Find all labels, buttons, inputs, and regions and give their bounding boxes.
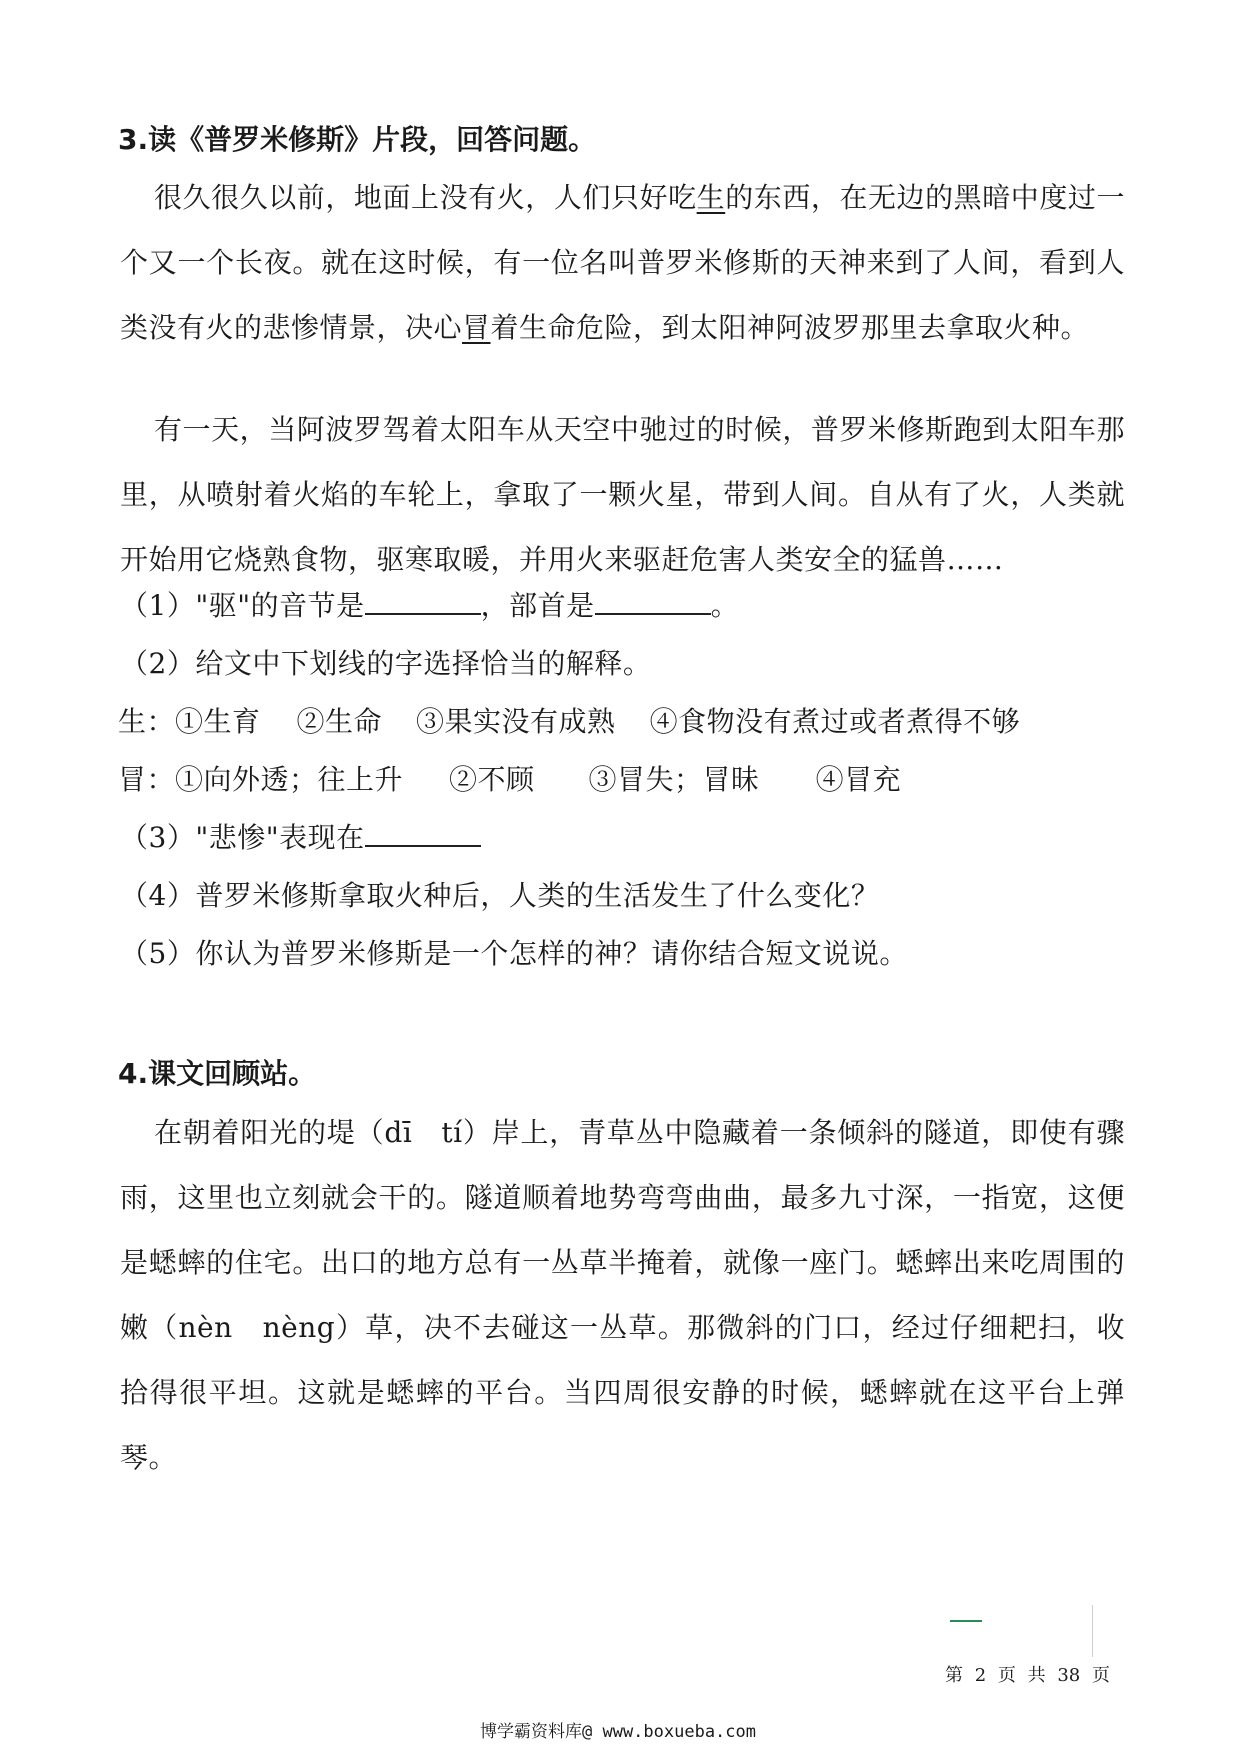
question-4-title: 4.课文回顾站。 bbox=[118, 1057, 317, 1090]
site-watermark: 博学霸资料库@ www.boxueba.com bbox=[480, 1722, 756, 1742]
mao-option-1: ①向外透；往上升 bbox=[175, 763, 404, 796]
mao-option-3: ③冒失；冒昧 bbox=[588, 763, 760, 796]
sheng-options: 生：①生育 ②生命 ③果实没有成熟 ④食物没有煮过或者煮得不够 bbox=[118, 700, 1020, 740]
sub-question-3: （3）"悲惨"表现在 bbox=[120, 816, 481, 856]
sub-question-5: （5）你认为普罗米修斯是一个怎样的神？请你结合短文说说。 bbox=[120, 937, 908, 970]
passage-paragraph-3: 在朝着阳光的堤（dī tí）岸上，青草丛中隐藏着一条倾斜的隧道，即使有骤雨，这里也立刻就会干的。隧道顺着地势弯弯曲曲，最多九寸深，一指宽，这便是蟋蟀的住宅。出口的地方总有一丛草半掩着，就像一座门。蟋蟀出来吃周围的嫩（nèn nèng）草，决不去碰这一丛草。那微斜的门口，经过仔细耙扫，收拾得很平坦。这就是蟋蟀的平台。当四周很安静的时候，蟋蟀就在这平台上弹琴。 bbox=[120, 1116, 1125, 1474]
page-number: 第 2 页 共 38 页 bbox=[945, 1665, 1110, 1686]
sheng-option-3: ③果实没有成熟 bbox=[416, 705, 616, 738]
question-3-title: 3.读《普罗米修斯》片段，回答问题。 bbox=[118, 123, 597, 156]
underlined-char-sheng: 生 bbox=[696, 181, 726, 214]
sub-question-4: （4）普罗米修斯拿取火种后，人类的生活发生了什么变化？ bbox=[120, 879, 880, 912]
passage-paragraph-1: 很久很久以前，地面上没有火，人们只好吃生的东西，在无边的黑暗中度过一个又一个长夜。就在这时候，有一位名叫普罗米修斯的天神来到了人间，看到人类没有火的悲惨情景，决心冒着生命危险，到太阳神阿波罗那里去拿取火种。 bbox=[120, 181, 1125, 344]
sheng-option-4: ④食物没有煮过或者煮得不够 bbox=[649, 705, 1021, 738]
answer-blank[interactable] bbox=[365, 819, 481, 847]
footer-divider bbox=[1092, 1605, 1093, 1657]
footer-accent-line bbox=[950, 1620, 982, 1622]
mao-option-4: ④冒充 bbox=[815, 763, 902, 796]
sub-question-2: （2）给文中下划线的字选择恰当的解释。 bbox=[120, 647, 652, 680]
answer-blank[interactable] bbox=[595, 587, 711, 615]
mao-options: 冒：①向外透；往上升 ②不顾 ③冒失；冒昧 ④冒充 bbox=[118, 758, 901, 798]
sub-question-1: （1）"驱"的音节是 ，部首是 。 bbox=[120, 589, 740, 622]
answer-blank[interactable] bbox=[365, 587, 481, 615]
mao-option-2: ②不顾 bbox=[449, 763, 535, 796]
sheng-option-1: ①生育 bbox=[175, 705, 261, 738]
underlined-char-mao: 冒 bbox=[462, 311, 491, 344]
sheng-option-2: ②生命 bbox=[296, 705, 383, 738]
passage-paragraph-2: 有一天，当阿波罗驾着太阳车从天空中驰过的时候，普罗米修斯跑到太阳车那里，从喷射着火焰的车轮上，拿取了一颗火星，带到人间。自从有了火，人类就开始用它烧熟食物，驱寒取暖，并用火来驱赶危害人类安全的猛兽…… bbox=[120, 413, 1125, 576]
